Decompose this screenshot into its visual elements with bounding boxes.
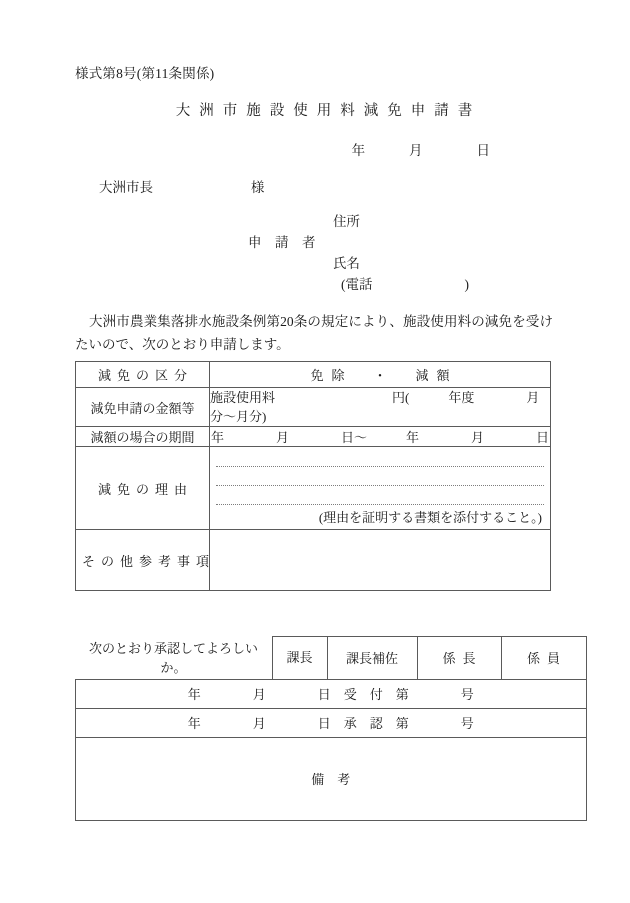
table-row	[76, 708, 587, 737]
date-line: 年 月 日	[351, 143, 490, 158]
reason-writing-area[interactable]	[210, 447, 550, 529]
row-label-riyu: 減免の理由	[76, 447, 210, 530]
receipt-row-uketsuke[interactable]: 年 月 日 受 付 第 号	[76, 679, 587, 708]
table-row	[76, 447, 551, 530]
row-label-kubun: 減免の区分	[76, 362, 210, 388]
applicant-label: 申 請 者	[248, 235, 316, 250]
ruled-line	[216, 504, 544, 505]
page-title: 大洲市施設使用料減免申請書	[175, 103, 482, 119]
applicant-name-label: 氏名	[333, 256, 360, 271]
approval-column-kacho[interactable]: 課長	[272, 637, 327, 680]
applicant-address-label: 住所	[333, 214, 360, 229]
table-row	[76, 679, 587, 708]
table-row	[76, 388, 551, 427]
application-table	[75, 361, 551, 591]
approval-header-row	[76, 637, 587, 680]
approval-column-kachohosa[interactable]: 課長補佐	[327, 637, 417, 680]
table-row	[76, 362, 551, 388]
applicant-tel-close: )	[464, 277, 469, 292]
applicant-name-row	[248, 253, 548, 274]
table-row	[76, 427, 551, 447]
applicant-label-row	[248, 232, 548, 253]
row-value-kingaku[interactable]: 施設使用料 円( 年度 月分～月分)	[210, 388, 551, 427]
row-value-kubun[interactable]: 免除 ・ 減額	[210, 362, 551, 388]
approval-question: 次のとおり承認してよろしいか。	[88, 640, 258, 675]
approval-column-kakaricho[interactable]: 係長	[417, 637, 501, 680]
ruled-line	[216, 466, 544, 467]
row-label-kikan: 減額の場合の期間	[76, 427, 210, 447]
table-row	[76, 737, 587, 820]
approval-table	[75, 636, 587, 821]
applicant-tel-open: (電話	[341, 277, 373, 292]
row-label-kingaku: 減免申請の金額等	[76, 388, 210, 427]
applicant-address-row	[248, 211, 548, 232]
reason-attachment-note: (理由を証明する書類を添付すること。)	[318, 510, 542, 525]
row-value-sonota[interactable]	[210, 530, 551, 591]
row-value-kikan[interactable]: 年 月 日～ 年 月 日	[210, 427, 551, 447]
applicant-tel-row	[248, 274, 548, 295]
table-row	[76, 530, 551, 591]
receipt-row-shonin[interactable]: 年 月 日 承 認 第 号	[76, 708, 587, 737]
ruled-line	[216, 485, 544, 486]
row-label-sonota: その他参考事項	[76, 530, 210, 591]
row-value-riyu[interactable]	[210, 447, 551, 530]
form-number: 様式第8号(第11条関係)	[75, 66, 215, 81]
body-paragraph: 大洲市農業集落排水施設条例第20条の規定により、施設使用料の減免を受けたいので、次のとおり申請します。	[75, 314, 553, 352]
approval-column-kakariin[interactable]: 係員	[501, 637, 586, 680]
addressee-line: 大洲市長 様	[99, 180, 265, 195]
applicant-block	[248, 211, 548, 295]
remarks-cell[interactable]: 備 考	[76, 737, 587, 820]
